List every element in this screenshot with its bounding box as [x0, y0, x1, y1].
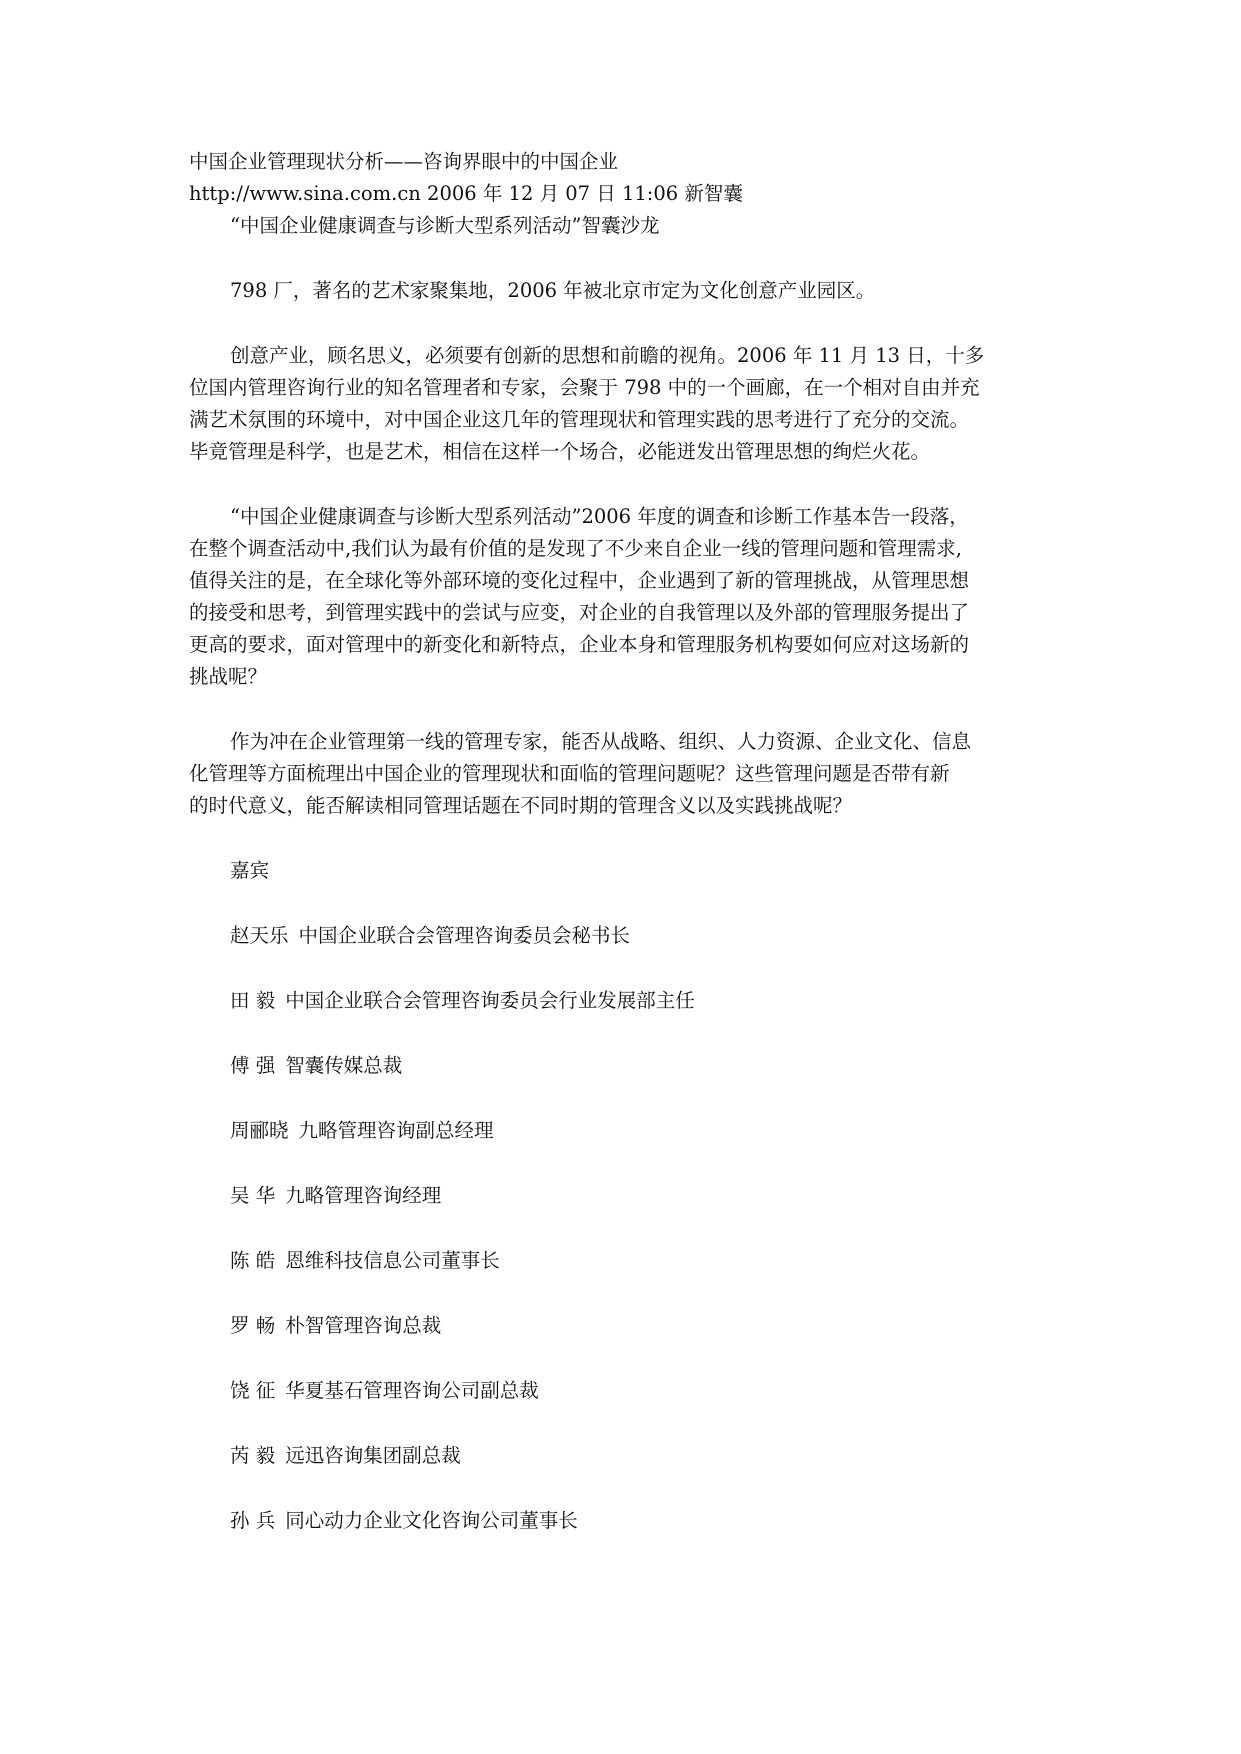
guest-item — [189, 1375, 1059, 1407]
guest-item — [189, 1180, 1059, 1212]
paragraph-line: “中国企业健康调查与诊断大型系列活动”2006 年度的调查和诊断工作基本告一段落， — [230, 505, 969, 528]
paragraph-line: 位国内管理咨询行业的知名管理者和专家，会聚于 798 中的一个画廊，在一个相对自由并充 — [189, 376, 980, 399]
guest-title: 恩维科技信息公司董事长 — [285, 1249, 500, 1272]
document-content — [189, 146, 1059, 1570]
guest-title: 同心动力企业文化咨询公司董事长 — [285, 1509, 578, 1532]
paragraph-line: 毕竟管理是科学，也是艺术，相信在这样一个场合，必能迸发出管理思想的绚烂火花。 — [189, 440, 931, 463]
paragraph-line: 的接受和思考，到管理实践中的尝试与应变，对企业的自我管理以及外部的管理服务提出了 — [189, 601, 970, 624]
guest-name: 赵天乐 — [230, 924, 289, 947]
guest-name: 陈 皓 — [230, 1249, 276, 1272]
guest-name: 周郦晓 — [230, 1119, 289, 1142]
source-line: http://www.sina.com.cn 2006 年 12 月 07 日 11:06 新智囊 — [189, 182, 743, 205]
guest-title: 中国企业联合会管理咨询委员会行业发展部主任 — [285, 989, 695, 1012]
guest-title: 九略管理咨询副总经理 — [298, 1119, 494, 1142]
paragraph-2 — [189, 340, 1059, 468]
guest-name: 饶 征 — [230, 1379, 276, 1402]
guest-item — [189, 1245, 1059, 1277]
paragraph-1 — [189, 275, 1059, 307]
paragraph-line: 在整个调查活动中,我们认为最有价值的是发现了不少来自企业一线的管理问题和管理需求, — [189, 537, 962, 560]
spacer — [189, 242, 1059, 275]
paragraph-line: 挑战呢？ — [189, 665, 268, 688]
guest-title: 中国企业联合会管理咨询委员会秘书长 — [298, 924, 631, 947]
paragraph-line: 作为冲在企业管理第一线的管理专家，能否从战略、组织、人力资源、企业文化、信息 — [230, 730, 972, 753]
document-subtitle: “中国企业健康调查与诊断大型系列活动”智囊沙龙 — [230, 214, 660, 237]
paragraph-line: 值得关注的是，在全球化等外部环境的变化过程中，企业遇到了新的管理挑战，从管理思想 — [189, 569, 970, 592]
guest-name: 吴 华 — [230, 1184, 276, 1207]
guest-item — [189, 985, 1059, 1017]
spacer — [189, 693, 1059, 726]
paragraph-line: 更高的要求，面对管理中的新变化和新特点，企业本身和管理服务机构要如何应对这场新的 — [189, 633, 970, 656]
paragraph-line: 化管理等方面梳理出中国企业的管理现状和面临的管理问题呢？这些管理问题是否带有新 — [189, 762, 950, 785]
spacer — [189, 307, 1059, 340]
guest-title: 智囊传媒总裁 — [285, 1054, 403, 1077]
paragraph-line: 满艺术氛围的环境中，对中国企业这几年的管理现状和管理实践的思考进行了充分的交流。 — [189, 408, 970, 431]
guest-item — [189, 1310, 1059, 1342]
guest-item — [189, 1440, 1059, 1472]
guest-title: 华夏基石管理咨询公司副总裁 — [285, 1379, 539, 1402]
guest-name: 田 毅 — [230, 989, 276, 1012]
guests-heading: 嘉宾 — [230, 859, 270, 882]
guest-item — [189, 1505, 1059, 1537]
guest-title: 九略管理咨询经理 — [285, 1184, 442, 1207]
guest-name: 傅 强 — [230, 1054, 276, 1077]
paragraph-line: 的时代意义，能否解读相同管理话题在不同时期的管理含义以及实践挑战呢？ — [189, 794, 853, 817]
guest-item — [189, 1115, 1059, 1147]
paragraph-line: 创意产业，顾名思义，必须要有创新的思想和前瞻的视角。2006 年 11 月 13 日，十多 — [230, 344, 985, 367]
paragraph-line: 798 厂，著名的艺术家聚集地，2006 年被北京市定为文化创意产业园区。 — [230, 279, 876, 302]
guest-item — [189, 1050, 1059, 1082]
guest-item — [189, 920, 1059, 952]
guest-name: 孙 兵 — [230, 1509, 276, 1532]
document-title: 中国企业管理现状分析——咨询界眼中的中国企业 — [189, 150, 619, 173]
guest-title: 远迅咨询集团副总裁 — [285, 1444, 461, 1467]
paragraph-4 — [189, 726, 1059, 822]
guest-name: 罗 畅 — [230, 1314, 276, 1337]
paragraph-3 — [189, 501, 1059, 693]
spacer — [189, 468, 1059, 501]
guest-name: 芮 毅 — [230, 1444, 276, 1467]
guest-title: 朴智管理咨询总裁 — [285, 1314, 442, 1337]
spacer — [189, 822, 1059, 855]
